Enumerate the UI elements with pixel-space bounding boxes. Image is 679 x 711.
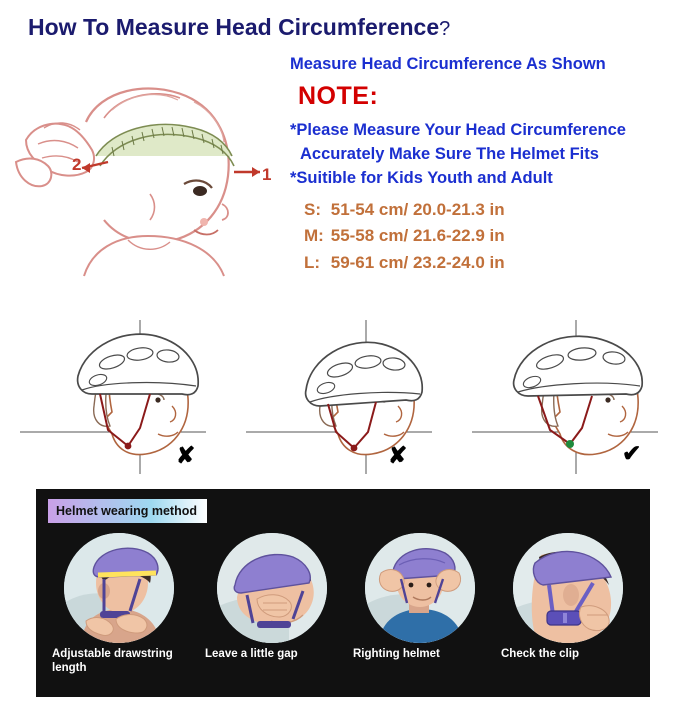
size-row-medium — [304, 223, 679, 249]
step-leave-a-little-gap — [199, 533, 352, 693]
size-label-large: L: — [304, 252, 321, 272]
step-drawing-1 — [64, 533, 174, 643]
step-label-1: Adjustable drawstring length — [52, 648, 173, 675]
fit-example-correct — [452, 302, 678, 482]
instruction-line-2: Accurately Make Sure The Helmet Fits — [300, 145, 599, 164]
panel-title-banner — [48, 499, 207, 523]
step-label-3: Righting helmet — [353, 648, 440, 660]
panel-title: Helmet wearing method — [56, 504, 197, 518]
size-label-medium: M: — [304, 226, 324, 246]
note-label: NOTE: — [298, 82, 379, 111]
instruction-line-3: *Suitible for Kids Youth and Adult — [290, 169, 553, 188]
size-row-small — [304, 197, 679, 223]
step-drawing-2 — [217, 533, 327, 643]
fit-mark-3: ✔ — [622, 440, 642, 466]
step-image-2 — [217, 533, 327, 643]
step-label-2: Leave a little gap — [205, 648, 298, 660]
instruction-line-1: *Please Measure Your Head Circumference — [290, 121, 626, 140]
head-measurement-drawing — [8, 44, 288, 284]
step-label-4: Check the clip — [501, 648, 579, 660]
fit-example-incorrect-forward — [226, 302, 452, 482]
step-righting-helmet — [347, 533, 500, 693]
size-label-small: S: — [304, 200, 321, 220]
page-title — [28, 14, 450, 41]
size-value-small: 51-54 cm/ 20.0-21.3 in — [330, 200, 505, 220]
helmet-wearing-method-panel — [36, 489, 650, 697]
marker-two-label: 2 — [72, 155, 82, 174]
step-image-3 — [365, 533, 475, 643]
fit-example-incorrect-back — [0, 302, 226, 482]
size-value-medium: 55-58 cm/ 21.6-22.9 in — [330, 226, 505, 246]
marker-one-label: 1 — [262, 165, 272, 184]
step-drawing-3 — [365, 533, 475, 643]
step-image-1 — [64, 533, 174, 643]
panel-steps — [36, 533, 650, 693]
page-title-question-mark: ? — [439, 18, 451, 40]
instructions-headline: Measure Head Circumference As Shown — [290, 55, 606, 73]
helmet-fit-drawing-3 — [452, 302, 678, 482]
step-check-the-clip — [495, 533, 648, 693]
helmet-fit-drawing-2 — [226, 302, 452, 482]
helmet-fit-examples — [0, 302, 679, 482]
size-row-large — [304, 250, 679, 276]
instructions-block — [290, 56, 679, 276]
fit-mark-2: ✘ — [388, 442, 408, 468]
step-adjustable-drawstring — [46, 533, 199, 693]
size-chart — [304, 197, 679, 276]
step-drawing-4 — [513, 533, 623, 643]
fit-mark-1: ✘ — [176, 442, 196, 468]
size-value-large: 59-61 cm/ 23.2-24.0 in — [330, 252, 505, 272]
page-title-text: How To Measure Head Circumference — [28, 14, 440, 40]
step-image-4 — [513, 533, 623, 643]
head-measurement-illustration — [8, 44, 288, 284]
